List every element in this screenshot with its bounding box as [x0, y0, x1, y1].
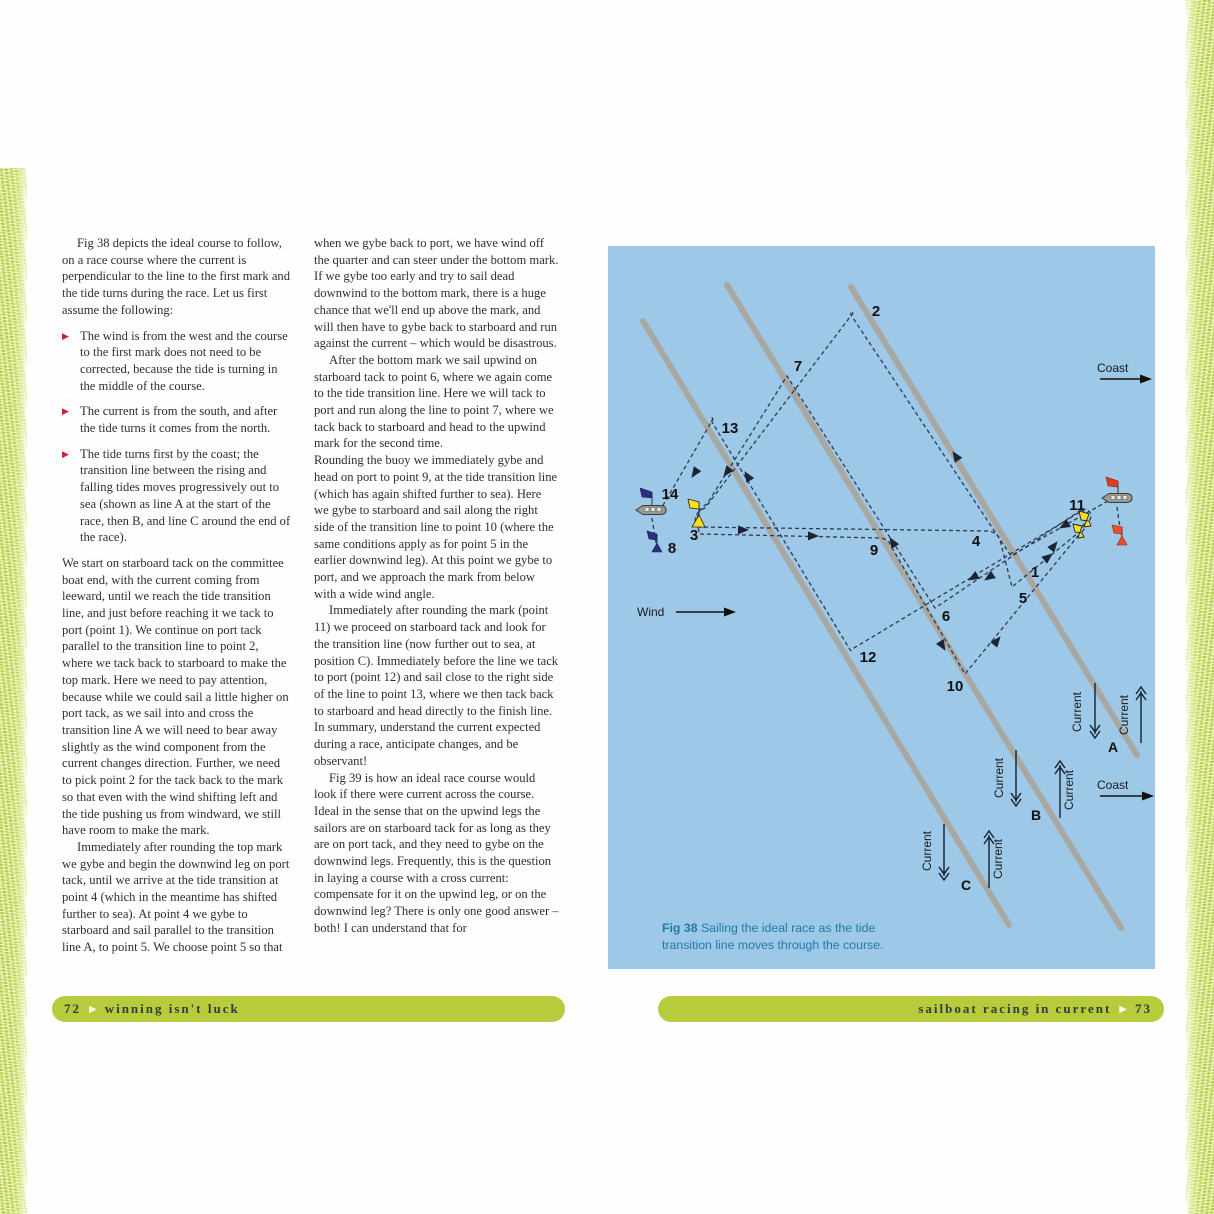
paragraph: After the bottom mark we sail upwind on starboard tack to point 6, where we again come to the tide transition line. Here we will tack to port and run along the line to point 7, where we tack back to starboard and head to the upwind mark for the second time.: [314, 352, 554, 451]
transition-line-a: [851, 287, 1137, 755]
coast-arrowhead-icon: [1140, 375, 1152, 384]
start-pin-flag-icon: [1112, 525, 1122, 534]
tide-transition-lines: [643, 285, 1137, 928]
current-up-arrow-icon: [1136, 687, 1146, 743]
point-label-1: 1: [1030, 563, 1040, 581]
start-committee-boat: [1102, 477, 1132, 503]
paragraph: Fig 38 depicts the ideal course to follow, on a race course where the current is perpendicular to the line to the first mark and the tide turns during the race. Let us first assume the following:: [62, 236, 291, 317]
finish-boat-flag-icon: [640, 488, 652, 498]
current-label: Current: [920, 830, 934, 872]
bullet-text: The tide turns first by the coast; the transition line between the rising and falling tides moves progressively out to sea (shown as line A at the start of the race, then B, and line C around the end of the race).: [80, 446, 291, 545]
start-boat-flag-icon: [1106, 477, 1118, 487]
left-footer-bar: [52, 996, 565, 1022]
point-label-13: 13: [721, 419, 739, 437]
footer-triangle-icon: ▶: [1119, 1003, 1127, 1015]
point-label-5: 5: [1018, 589, 1028, 607]
left-page-column-2: [314, 235, 559, 997]
bullet-list: [62, 328, 292, 546]
wind-label: Wind: [637, 605, 665, 619]
current-label: Current: [992, 757, 1006, 799]
course-arrow-icon: [1047, 538, 1061, 552]
bullet-item: [62, 446, 292, 546]
current-label: Current: [991, 838, 1005, 880]
start-pin-flag: [1112, 525, 1127, 545]
bottom-mark-buoys: [1073, 511, 1091, 538]
leg-3-4-5-bottommark: [697, 527, 1078, 587]
bullet-triangle-icon: ▶: [62, 407, 69, 418]
footer-triangle-icon: ▶: [89, 1003, 97, 1015]
finish-pin-flag-icon: [647, 531, 657, 540]
point-label-12: 12: [859, 648, 877, 666]
page-edge-left-texture: [0, 168, 27, 1214]
line-label-c: C: [960, 877, 972, 893]
current-label: Current: [1062, 769, 1076, 811]
transition-line-c: [643, 321, 1009, 925]
paragraph: Rounding the buoy we immediately gybe and head on port to point 9, at the tide transition line (which has again shifted further to sea). Here we gybe to starboard and sail along the right side of the transition line to point 10 (where the same conditions apply as for point 5 in the earlier downwind leg). At this point we gybe to port, and we approach the mark from below with a wide wind angle.: [314, 453, 558, 601]
figure-caption-text: Sailing the ideal race as the tide transition line moves through the course.: [662, 921, 884, 952]
line-label-a: A: [1107, 739, 1119, 755]
figure-caption-label: Fig 38: [662, 921, 698, 935]
point-label-2: 2: [871, 302, 881, 320]
course-arrow-icon: [808, 531, 819, 540]
point-label-11: 11: [1069, 496, 1085, 514]
left-page-number: 72: [64, 1001, 81, 1016]
figure-caption: [662, 920, 912, 953]
current-down-arrow-icon: [939, 824, 949, 880]
bullet-triangle-icon: ▶: [62, 449, 69, 460]
point-label-4: 4: [971, 532, 981, 550]
point-label-10: 10: [946, 677, 964, 695]
line-label-b: B: [1030, 807, 1042, 823]
course-arrow-icon: [688, 466, 702, 480]
current-label: Current: [1070, 691, 1084, 733]
point-label-9: 9: [869, 541, 879, 559]
point-label-6: 6: [941, 607, 951, 625]
paragraph: Fig 39 is how an ideal race course would look if there were current across the course. Ideal in the sense that on the upwind legs the sailors are on starboard tack for as long as they are on port tack, and they need to gybe on the downwind legs. Frequently, this is the question in laying a course with a cross current: compensate for it on the upwind leg, or on the downwind leg? There is only one good answer – both! I can understand that for: [314, 770, 559, 935]
point-label-8: 8: [667, 539, 677, 557]
coast-label-bottom: Coast: [1097, 778, 1129, 792]
bullet-item: [62, 328, 292, 395]
course-arrow-icon: [738, 525, 749, 534]
coast-label-top: Coast: [1097, 361, 1129, 375]
wind-arrowhead-icon: [724, 608, 736, 617]
left-page-column-1: [62, 235, 292, 997]
course-path: [652, 311, 1121, 674]
race-course-diagram: [608, 246, 1155, 969]
paragraph: when we gybe back to port, we have wind off the quarter and can steer under the bottom mark. If we gybe too early and try to sail dead downwind to the bottom mark, there is a huge chance that we'll end up above the mark, and will then have to gybe back to starboard and run against the current – which would be disastrous.: [314, 236, 559, 351]
course-arrow-icon: [966, 571, 980, 584]
point-label-3: 3: [689, 526, 699, 544]
right-footer-bar: [658, 996, 1164, 1022]
paragraph: We start on starboard tack on the committee boat end, with the current coming from leeward, until we reach the tide transition line, and just before reaching it we tack to port (point 1). We continue on port tack parallel to the transition line to point 2, where we tack back to starboard to make the top mark. Here we need to pay attention, because while we could sail a little higher on port tack, as we sail into and cross the transition line A we will need to bear away slightly as the wind component from the current changes direction. Further, we need to pick point 2 for the tack back to the mark so that even with the wind shifting left and the tide pushing us from windward, we still have room to make the mark.: [62, 555, 289, 838]
bullet-triangle-icon: ▶: [62, 331, 69, 342]
bullet-item: [62, 403, 292, 436]
top-mark-buoy: [688, 499, 705, 527]
left-footer-title: winning isn't luck: [104, 1001, 240, 1016]
point-label-7: 7: [793, 357, 803, 375]
page-edge-right-texture: [1186, 0, 1214, 1214]
top-mark-flag-icon: [688, 499, 699, 509]
course-arrow-icon: [982, 571, 996, 585]
figure-38-diagram: [608, 246, 1155, 969]
paragraph: Immediately after rounding the top mark we gybe and begin the downwind leg on port tack, until we arrive at the tide transition at point 4 (which in the meantime has shifted further to sea). At point 4 we gybe to starboard and sail parallel to the transition line A, to point 5. We choose point 5 so that: [62, 839, 290, 955]
current-label: Current: [1117, 694, 1131, 736]
paragraph: Immediately after rounding the mark (point 11) we proceed on starboard tack and look for the transition line (now further out to sea, at position C). Immediately before the line we tack to port (point 12) and sail close to the right side of the line to point 13, where we then tack back to starboard and head directly to the finish line. In summary, understand the current expected during a race, anticipate changes, and be observant!: [314, 603, 559, 768]
finish-pin-flag: [647, 531, 662, 552]
right-footer-title: sailboat racing in current: [918, 1001, 1112, 1016]
right-page-number: 73: [1135, 1001, 1152, 1016]
coast-arrowhead-icon: [1142, 792, 1154, 801]
bullet-text: The current is from the south, and after the tide turns it comes from the north.: [80, 404, 278, 436]
point-label-14: 14: [661, 485, 679, 503]
bullet-text: The wind is from the west and the course to the first mark does not need to be corrected, because the tide is turning in the middle of the course.: [80, 328, 288, 393]
